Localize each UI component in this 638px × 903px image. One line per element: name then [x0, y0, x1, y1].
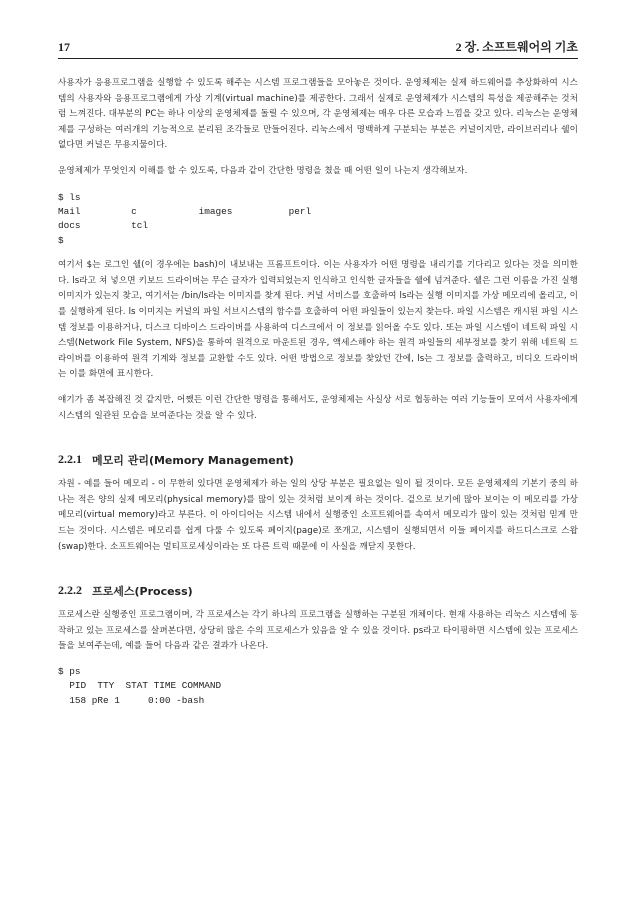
section-heading-process [58, 583, 578, 599]
section-number: 2.2.1 [58, 452, 82, 467]
code-line: 158 pRe 1 0:00 -bash [58, 694, 205, 706]
code-line: docs tcl [58, 220, 149, 232]
document-page [58, 38, 578, 708]
code-line: Mail c images perl [58, 205, 312, 217]
page-number: 17 [58, 40, 70, 54]
code-line: $ [58, 234, 64, 246]
section-heading-memory [58, 452, 578, 468]
section-title: 프로세스(Process) [92, 585, 193, 599]
intro-paragraph-1: 사용자가 응용프로그램을 실행할 수 있도록 해주는 시스템 프로그램들을 모아놓은 것이다. 운영체제는 실제 하드웨어를 추상화하여 시스템의 사용자와 응용프로그램에게 가상 기계(virtual machine)를 제공한다. 그래서 실제로 운영체제가 시스템의 특성을 제공해주는 것처럼 느껴진다. 대부분의 PC는 하나 이상의 운영체제를 돌릴 수 있으며, 각 운영체제는 매우 다른 모습과 느낌을 갖고 있다. 리눅스는 운영체제를 구성하는 여러개의 기능적으로 분리된 조각들로 만들어진다. 리눅스에서 명백하게 구분되는 부분은 커널이지만, 라이브러리나 쉘이 없다면 커널은 무용지물이다. [58, 78, 578, 151]
intro-paragraph-2: 운영체제가 무엇인지 이해를 할 수 있도록, 다음과 같이 간단한 명령을 쳤을 때 어떤 일이 나는지 생각해보자. [58, 165, 468, 176]
memory-paragraph: 자원 - 예를 들어 메모리 - 이 무한히 있다면 운영체제가 하는 일의 상당 부분은 필요없는 일이 될 것이다. 모든 운영체제의 기본기 중의 하나는 적은 양의 실제 메모리(physical memory)를 많이 있는 것처럼 보이게 하는 것이다. 겉으로 보기에 많아 보이는 이 메모리를 가상 메모리(virtual memory)라고 부른다. 이 아이디어는 시스템 내에서 실행중인 소프트웨어를 속여서 메모리가 많이 있는 것처럼 믿게 만드는 것이다. 시스템은 메모리를 쉽게 다룰 수 있도록 페이지(page)로 쪼개고, 시스템이 실행되면서 이들 페이지를 하드디스크로 스왑(swap)한다. 소프트웨어는 멀티프로세싱이라는 또 다른 트릭 때문에 이 사실을 깨닫지 못한다. [58, 479, 578, 552]
section-number: 2.2.2 [58, 583, 82, 598]
code-line: $ ps [58, 665, 81, 677]
process-paragraph: 프로세스란 실행중인 프로그램이며, 각 프로세스는 각기 하나의 프로그램을 실행하는 구분된 개체이다. 현재 사용하는 리눅스 시스템에 동작하고 있는 프로세스를 살펴본다면, 상당히 많은 수의 프로세스가 있음을 알 수 있을 것이다. ps라고 타이핑하면 시스템에 있는 프로세스들을 보여주는데, 예를 들어 다음과 같은 결과가 나온다. [58, 610, 578, 652]
explain-paragraph-2: 얘기가 좀 복잡해진 것 같지만, 어쨌든 이런 간단한 명령을 통해서도, 운영체제는 사실상 서로 협동하는 여러 기능들이 모여서 사용자에게 시스템의 일관된 모습을 보여준다는 것을 알 수 있다. [58, 394, 578, 421]
code-block-ls [58, 191, 578, 249]
code-line: $ ls [58, 191, 81, 203]
explain-paragraph-1: 여기서 $는 로그인 쉘(이 경우에는 bash)이 내보내는 프롬프트이다. 이는 사용자가 어떤 명령을 내리기를 기다리고 있다는 것을 의미한다. ls라고 쳐 넣으면 키보드 드라이버는 무슨 글자가 입력되었는지 인식하고 인식한 글자들을 쉘에 넘겨준다. 쉘은 그런 이름을 가진 실행 이미지가 있는지 찾고, 여기서는 /bin/ls라는 이미지를 찾게 된다. 커널 서비스를 호출하여 ls라는 실행 이미지를 가상 메모리에 올리고, 이를 실행하게 된다. ls 이미지는 커널의 파일 서브시스템의 함수를 호출하여 어떤 파일들이 있는지 찾는다. 파일 시스템은 캐시된 파일 시스템 정보를 이용하거나, 디스크 디바이스 드라이버를 사용하여 디스크에서 이 정보를 읽어올 수도 있다. 또는 파일 시스템이 네트웍 파일 시스템(Network File System, NFS)을 통하여 원격으로 마운트된 경우, 액세스해야 하는 원격 파일들의 세부정보를 찾기 위해 네트웍 드라이버를 이용하여 원격 기계와 정보를 교환할 수도 있다. 어떤 방법으로 정보를 찾았던 간에, ls는 그 정보를 출력하고, 비디오 드라이버는 이를 화면에 표시한다. [58, 260, 578, 380]
section-title: 메모리 관리(Memory Management) [92, 454, 294, 468]
chapter-title: 2 장. 소프트웨어의 기초 [455, 40, 578, 54]
code-line: PID TTY STAT TIME COMMAND [58, 680, 222, 692]
code-block-ps [58, 665, 578, 708]
running-header [58, 38, 578, 59]
